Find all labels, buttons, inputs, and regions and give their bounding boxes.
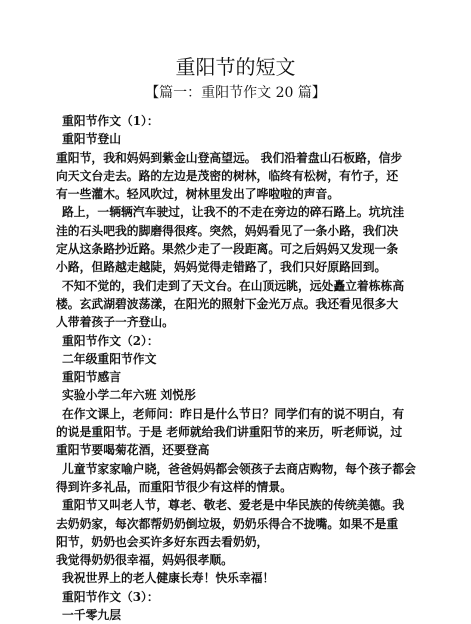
- paragraph-line: 向天文台走去。路的左边是茂密的树林，临终有松树，有竹子，还: [56, 168, 399, 183]
- essay-title: 重阳节感言: [62, 370, 121, 385]
- paragraph-line: 洼的石头吧我的脚磨得很疼。突然，妈妈看见了一条小路，我们决: [56, 223, 399, 238]
- paragraph-line: 重阳节，我和妈妈到紫金山登高望远。 我们沿着盘山石板路，信步: [56, 150, 403, 165]
- paragraph-line: 在作文课上，老师问：昨日是什么节日？同学们有的说不明白，有: [62, 406, 405, 421]
- paragraph-line: 儿童节家家喻户晓，爸爸妈妈都会领孩子去商店购物，每个孩子都会: [62, 461, 416, 476]
- paragraph-line: 得到许多礼品，而重阳节很少有这样的情景。: [56, 479, 292, 494]
- section-heading-3: 重阳节作文（3）：: [62, 589, 159, 604]
- paragraph-line: 楼。玄武湖碧波荡漾，在阳光的照射下金光万点。我还看见很多大: [56, 296, 399, 311]
- section-heading-1: 重阳节作文（1）：: [62, 114, 159, 128]
- paragraph-line: 定从这条路抄近路。果然少走了一段距离。可之后妈妈又发现一条: [56, 242, 399, 257]
- paragraph-line: 阳节，奶奶也会买许多好东西去看奶奶，: [56, 534, 269, 549]
- paragraph-line: 重阳节又叫老人节，尊老、敬老、爱老是中华民族的传统美德。我: [62, 498, 405, 513]
- paragraph-line: 不知不觉的，我们走到了天文台。在山顶远眺，远处矗立着栋栋高: [62, 278, 405, 293]
- paragraph-line: 的说是重阳节。于是 老师就给我们讲重阳节的来历，听老师说，过: [56, 425, 403, 440]
- document-title: 重阳节的短文: [175, 55, 296, 79]
- paragraph-line: 我觉得奶奶很幸福，妈妈很孝顺。: [56, 553, 233, 568]
- document-body: [56, 112, 426, 623]
- paragraph-line: 小路，但路越走越陡，妈妈觉得走错路了，我们只好原路回到。: [56, 260, 387, 275]
- author-line: 实验小学二年六班 刘悦彤: [62, 388, 196, 403]
- section-heading-2: 重阳节作文（2）：: [62, 333, 159, 348]
- paragraph-line: 重阳节要喝菊花酒，还要登高: [56, 443, 210, 458]
- paragraph-line: 去奶奶家，每次都帮奶奶倒垃圾，奶奶乐得合不拢嘴。如果不是重: [56, 516, 399, 531]
- paragraph-line: 人带着孩子一齐登山。: [56, 315, 174, 330]
- essay-title: 一千零九层: [62, 608, 121, 623]
- paragraph-line: 有一些灌木。轻风吹过，树林里发出了哗啦啦的声音。: [56, 187, 340, 202]
- document-subtitle: 【篇一：重阳节作文 20 篇】: [145, 85, 326, 101]
- paragraph-line: 我祝世界上的老人健康长寿！快乐幸福！: [62, 571, 275, 586]
- paragraph-line: 路上，一辆辆汽车驶过，让我不的不走在旁边的碎石路上。坑坑洼: [62, 205, 405, 220]
- essay-title: 重阳节登山: [62, 132, 121, 147]
- essay-title: 二年级重阳节作文: [62, 351, 157, 366]
